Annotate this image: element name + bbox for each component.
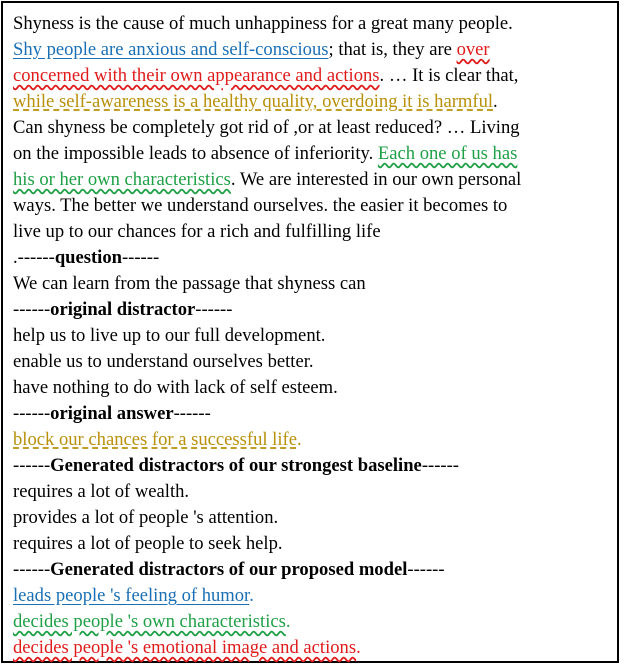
item-period: .	[285, 611, 291, 632]
passage-line-3	[13, 63, 613, 89]
dash-suffix: ------	[195, 299, 233, 320]
passage-text: ways. The better we understand ourselves. the easier it becomes to	[13, 195, 508, 216]
passage-text: . … It is clear that,	[379, 65, 519, 86]
passage-text: Shyness is the cause of much unhappiness for a great many people.	[13, 13, 513, 34]
dash-prefix: ------	[13, 403, 51, 424]
original-distractor-item	[13, 375, 613, 401]
dash-suffix: ------	[407, 559, 445, 580]
proposed-label: Generated distractors of our proposed model	[50, 559, 408, 580]
passage-line-6	[13, 141, 613, 167]
dash-prefix: ------	[13, 559, 51, 580]
dash-prefix: ------	[13, 455, 51, 476]
baseline-item	[13, 479, 613, 505]
dash-suffix: ------	[173, 403, 211, 424]
passage-text: Can shyness be completely got rid of ,or at least reduced? … Living	[13, 117, 520, 138]
answer-period: .	[296, 429, 302, 450]
distractor-text: requires a lot of people to seek help.	[13, 533, 283, 554]
baseline-label: Generated distractors of our strongest baseline	[50, 455, 422, 476]
highlight-red: over	[456, 39, 490, 60]
highlight-gold: block our chances for a successful life	[13, 429, 297, 450]
baseline-item	[13, 531, 613, 557]
original-answer-header	[13, 401, 613, 427]
original-distractor-header	[13, 297, 613, 323]
passage-text: ; that is, they are	[328, 39, 457, 60]
question-stem: We can learn from the passage that shyness can	[13, 273, 366, 294]
proposed-header	[13, 557, 613, 583]
distractor-text: enable us to understand ourselves better.	[13, 351, 314, 372]
distractor-text: help us to live up to our full development.	[13, 325, 326, 346]
item-period: .	[249, 585, 254, 606]
passage-line-8	[13, 193, 613, 219]
highlight-blue: Shy people are anxious and self-conscious	[13, 39, 329, 60]
passage-text: on the impossible leads to absence of inferiority.	[13, 143, 378, 164]
highlight-blue: leads people 's feeling of humor	[13, 585, 250, 606]
question-text	[13, 271, 613, 297]
passage-line-7	[13, 167, 613, 193]
passage-line-4	[13, 89, 613, 115]
highlight-green: Each one of us has	[377, 143, 518, 164]
proposed-item	[13, 635, 613, 661]
passage-text: . We are interested in our own personal	[230, 169, 522, 190]
proposed-item	[13, 583, 613, 609]
highlight-green: his or her own characteristics	[13, 169, 231, 190]
original-distractor-label: original distractor	[50, 299, 196, 320]
distractor-text: requires a lot of wealth.	[13, 481, 190, 502]
example-frame	[1, 1, 619, 663]
dash-suffix: ------	[421, 455, 459, 476]
proposed-item	[13, 609, 613, 635]
passage-text: .	[493, 91, 498, 112]
original-distractor-item	[13, 349, 613, 375]
passage-line-5	[13, 115, 613, 141]
distractor-text: provides a lot of people 's attention.	[13, 507, 279, 528]
dash-suffix: ------	[121, 247, 160, 268]
original-answer	[13, 427, 613, 453]
question-label: question	[54, 247, 122, 268]
original-distractor-item	[13, 323, 613, 349]
passage-line-9	[13, 219, 613, 245]
highlight-green: decides people 's own characteristics	[13, 611, 286, 632]
highlight-gold: while self-awareness is a healthy quality, overdoing it is harmful	[13, 91, 494, 112]
passage-line-2	[13, 37, 613, 63]
original-answer-label: original answer	[50, 403, 174, 424]
question-header	[13, 245, 613, 271]
baseline-header	[13, 453, 613, 479]
example-content	[13, 11, 613, 661]
highlight-red: concerned with their own appearance and actions	[13, 65, 380, 86]
dash-prefix: .------	[13, 247, 55, 268]
passage-text: live up to our chances for a rich and fulfilling life	[13, 221, 381, 242]
distractor-text: have nothing to do with lack of self esteem.	[13, 377, 338, 398]
highlight-red: decides people 's emotional image and actions	[13, 637, 357, 658]
passage-line-1	[13, 11, 613, 37]
baseline-item	[13, 505, 613, 531]
item-period: .	[356, 637, 361, 658]
dash-prefix: ------	[13, 299, 51, 320]
